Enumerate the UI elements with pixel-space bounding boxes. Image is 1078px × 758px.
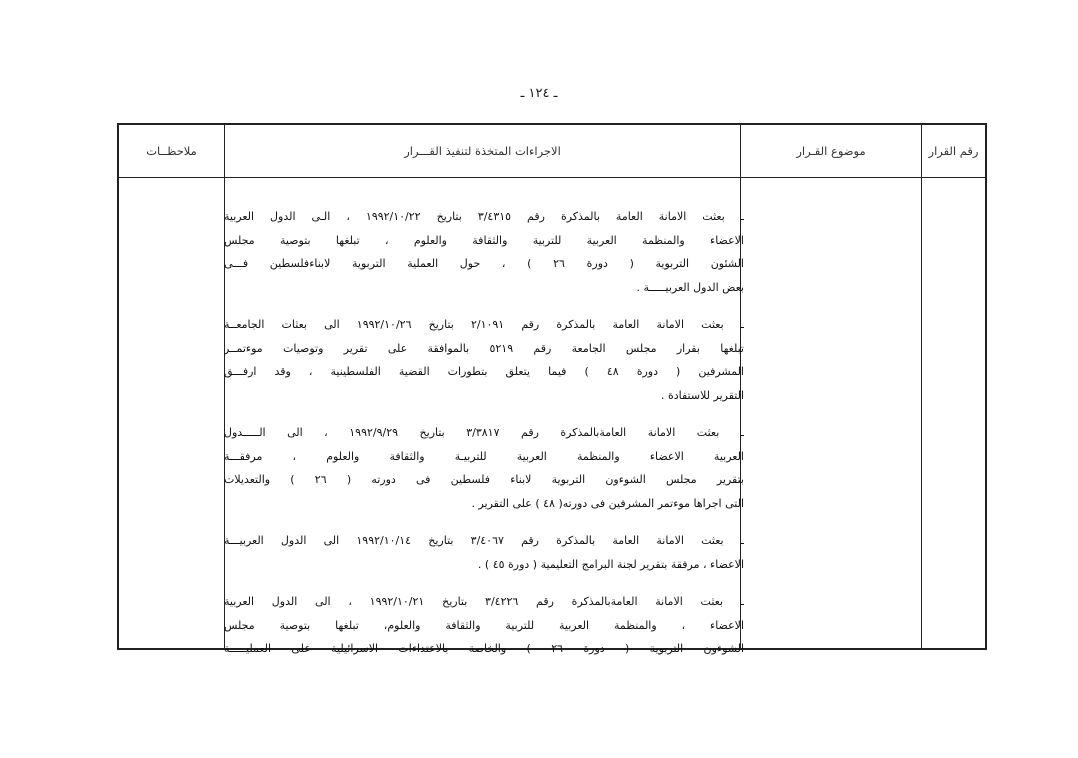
- entry-line: الاعضاء ، والمنظمة العربية للتربية والثقافة والعلوم، تبلغها بتوصية مجلس: [224, 618, 744, 632]
- procedures-column: [224, 205, 744, 661]
- header-procedures: الاجراءات المتخذة لتنفيذ القـــرار: [404, 144, 561, 158]
- entry-line: ـ بعثت الامانة العامةبالمذكرة رقم ٣/٤٢٢٦ بتاريخ ١٩٩٢/١٠/٢١ ، الى الدول العربية: [224, 595, 744, 608]
- entry-line: الاعضاء والمنظمة العربية للتربية والثقافة والعلوم ، تبلغها بتوصية مجلس: [224, 233, 744, 247]
- decisions-table: [117, 123, 987, 655]
- entry-line: العربية الاعضاء والمنظمة العربية للتربيـة والثقافة والعلوم ، مرفقـــة: [224, 449, 744, 463]
- entry-line: التى اجراها موءتمر المشرفين فى دورته( ٤٨ ) على التقرير .: [471, 496, 744, 510]
- entry-line: ـ بعثت الامانة العامة بالمذكرة رقم ٢/١٠٩١ بتاريخ ١٩٩٢/١٠/٢٦ الى بعثات الجامعــة: [224, 318, 744, 331]
- entry-line: ـ بعثت الامانة العامة بالمذكرة رقم ٣/٤٣١٥ بتاريخ ١٩٩٢/١٠/٢٢ ، الـى الدول العربية: [224, 210, 744, 223]
- entry-line: الشوءون التربوية ( دورة ٢٦ ) والخاصة بالاعتداءات الاسرائيلية على العمليـــــة: [224, 642, 744, 655]
- entry-line: تبلغها بقرار مجلس الجامعة رقم ٥٢١٩ بالموافقة على تقرير وتوصيات موءتمــر: [224, 341, 744, 355]
- entry-line: الاعضاء ، مرفقة بتقرير لجنة البرامج التعليمية ( دورة ٤٥ ) .: [477, 557, 744, 571]
- entry-line: الشئون التربوية ( دورة ٢٦ ) ، حول العملية التربوية لابناءفلسطين فـــى: [224, 257, 744, 270]
- procedure-entry: [224, 313, 744, 407]
- entry-line: التقرير للاستفادة .: [660, 388, 744, 402]
- entry-line: ـ بعثت الامانة العامةبالمذكرة رقم ٣/٣٨١٧ بتاريخ ١٩٩٢/٩/٢٩ ، الى الـــــدول: [224, 426, 744, 439]
- header-decision-subject: موضوع القـرار: [796, 144, 866, 158]
- procedure-entry: [224, 421, 744, 515]
- procedure-entry: [224, 205, 744, 299]
- entry-line: بتقرير مجلس الشوءون التربوية لابناء فلسطين فى دورته ( ٢٦ ) والتعديلات: [224, 473, 744, 486]
- header-decision-number: رقم القرار: [928, 144, 979, 158]
- entry-line: ـ بعثت الامانة العامة بالمذكرة رقم ٣/٤٠٦٧ بتاريخ ١٩٩٢/١٠/١٤ الى الدول العربيـــة: [224, 534, 744, 547]
- page-number: ـ ١٢٤ ـ: [520, 86, 558, 101]
- entry-line: بعض الدول العربيـــــة .: [636, 280, 744, 294]
- header-notes: ملاحظــات: [146, 144, 197, 158]
- entry-line: المشرفين ( دورة ٤٨ ) فيما يتعلق بتطورات القضية الفلسطينية ، وقد ارفـــق: [224, 365, 744, 378]
- procedure-entry: [224, 590, 744, 661]
- column-divider: [921, 125, 922, 648]
- procedure-entry: [224, 529, 744, 576]
- header-divider: [119, 177, 985, 178]
